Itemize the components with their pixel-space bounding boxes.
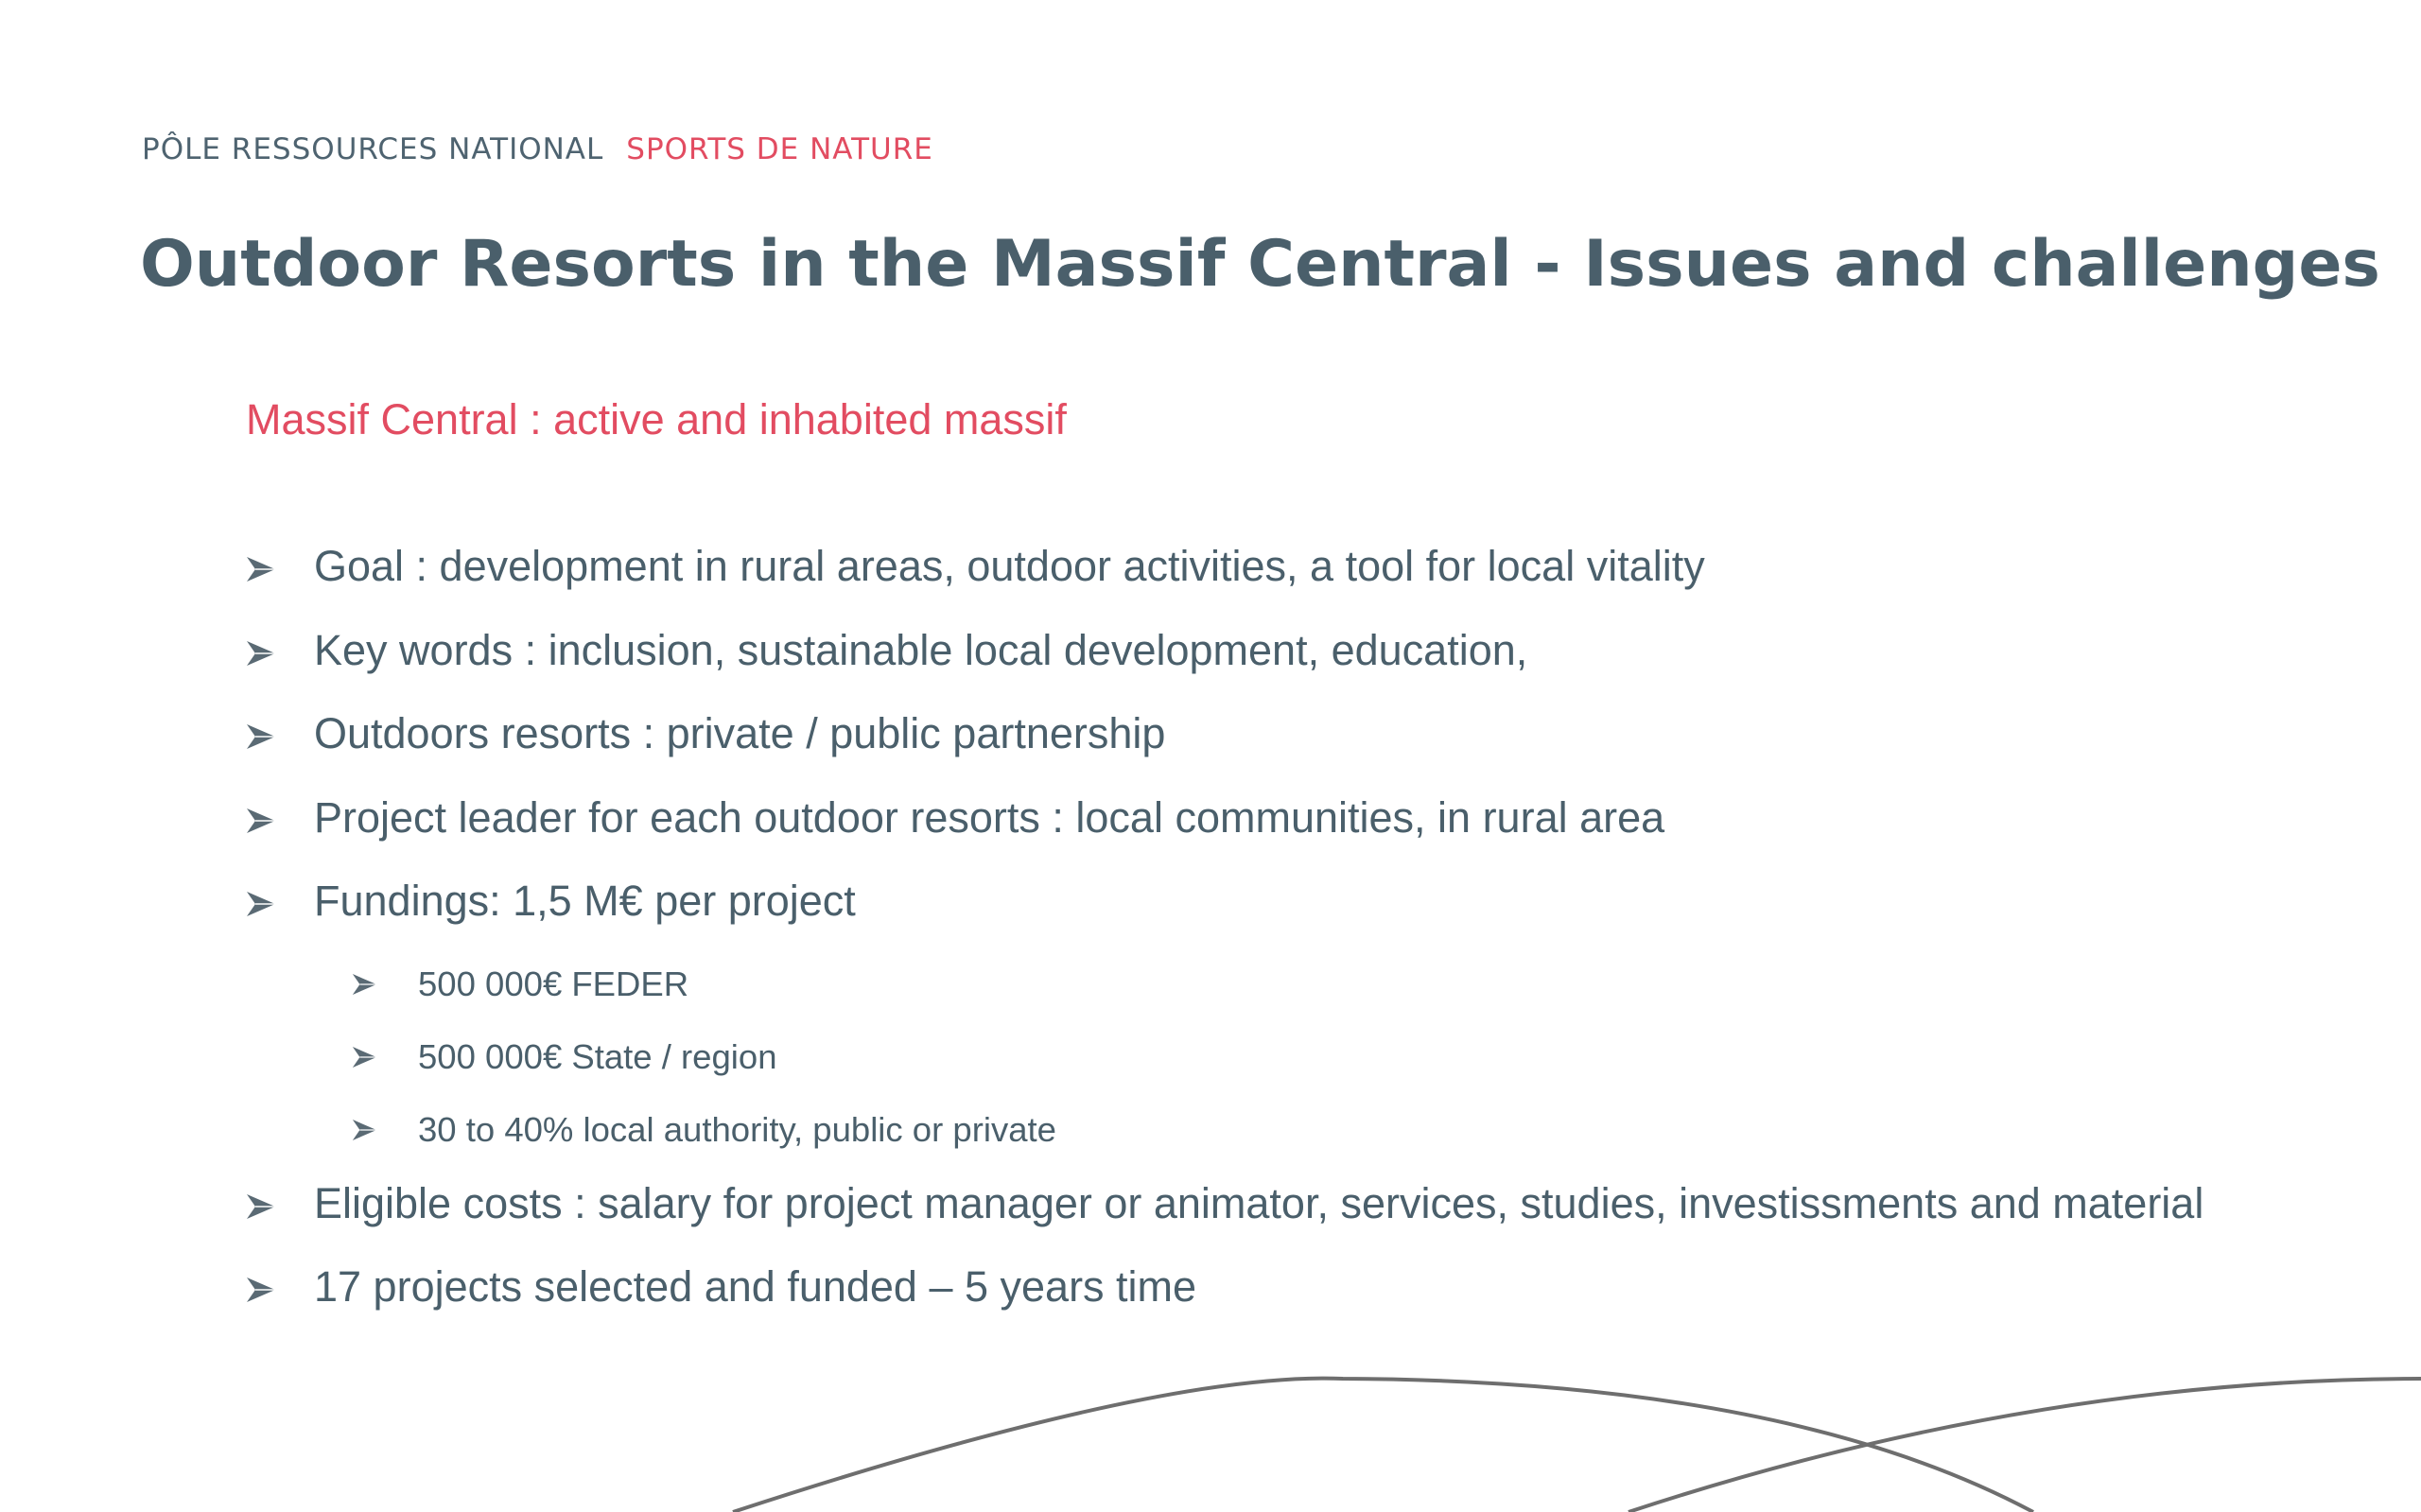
bullet-text: Fundings: 1,5 M€ per project (314, 877, 856, 925)
bullet-item (246, 789, 2203, 873)
brand-primary: PÔLE RESSOURCES NATIONAL (142, 132, 604, 166)
bullet-item (246, 1174, 2203, 1259)
sub-bullet-text: 500 000€ State / region (418, 1036, 777, 1076)
bullet-text: Key words : inclusion, sustainable local development, education, (314, 625, 1528, 674)
slide-title: Outdoor Resorts in the Massif Central - Issues and challenges (140, 227, 2380, 302)
arrowhead-bullet-icon (246, 808, 276, 834)
bullet-list (246, 537, 2203, 1342)
curved-lines-decoration (0, 1324, 2421, 1512)
arrowhead-bullet-icon (352, 973, 377, 996)
sub-bullet-text: 500 000€ FEDER (418, 964, 689, 1003)
brand-secondary: SPORTS DE NATURE (626, 132, 933, 166)
decor-arc-left (733, 1379, 2033, 1512)
bullet-text: Outdoors resorts : private / public partnership (314, 709, 1166, 757)
arrowhead-bullet-icon (246, 723, 276, 750)
bullet-item (246, 621, 2203, 705)
arrowhead-bullet-icon (246, 891, 276, 917)
bullet-item (246, 872, 2203, 956)
arrowhead-bullet-icon (246, 1277, 276, 1303)
arrowhead-bullet-icon (352, 1119, 377, 1141)
decor-arc-right (1629, 1379, 2421, 1512)
sub-bullet-item (246, 956, 2203, 1029)
bullet-text: 17 projects selected and funded – 5 years time (314, 1262, 1197, 1311)
sub-bullet-text: 30 to 40% local authority, public or private (418, 1109, 1056, 1149)
arrowhead-bullet-icon (246, 1193, 276, 1220)
sub-bullet-item (246, 1029, 2203, 1102)
bullet-text: Goal : development in rural areas, outdoor activities, a tool for local vitality (314, 542, 1705, 590)
arrowhead-bullet-icon (246, 556, 276, 582)
bullet-text: Eligible costs : salary for project manager or animator, services, studies, investissments and material (314, 1178, 2204, 1227)
arrowhead-bullet-icon (352, 1046, 377, 1069)
arrowhead-bullet-icon (246, 640, 276, 667)
bullet-item (246, 704, 2203, 789)
brand-header (142, 132, 933, 166)
bullet-text: Project leader for each outdoor resorts : local communities, in rural area (314, 792, 1665, 842)
slide-subtitle: Massif Central : active and inhabited massif (246, 395, 1067, 443)
sub-bullet-item (246, 1102, 2203, 1174)
bullet-item (246, 537, 2203, 621)
